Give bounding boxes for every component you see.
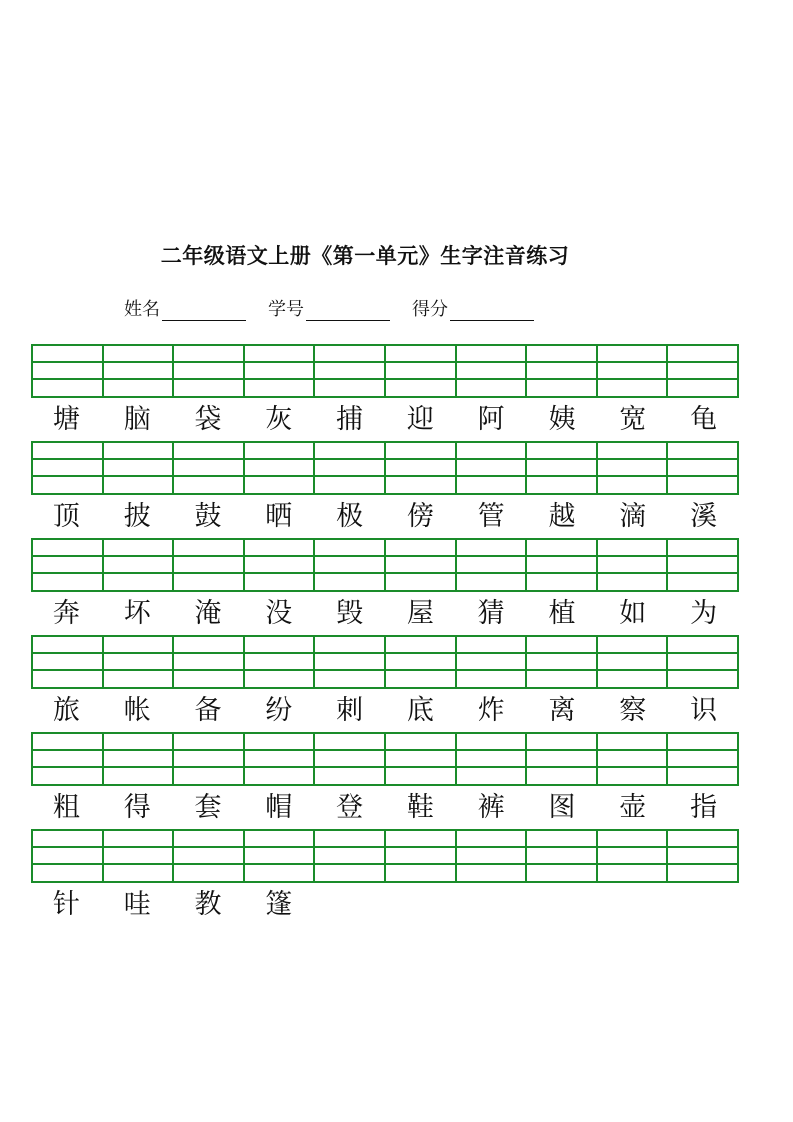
pinyin-cell[interactable] <box>243 540 314 590</box>
hanzi-character: 塘 <box>52 404 80 435</box>
pinyin-cell[interactable] <box>455 346 526 396</box>
hanzi-character: 帐 <box>123 695 151 726</box>
hanzi-character: 淹 <box>194 598 222 629</box>
pinyin-cell[interactable] <box>666 734 737 784</box>
hanzi-character: 捕 <box>336 404 364 435</box>
hanzi-character: 傍 <box>406 501 434 532</box>
pinyin-cell[interactable] <box>455 443 526 493</box>
hanzi-character: 坏 <box>123 598 151 629</box>
character-row <box>31 596 739 632</box>
pinyin-cell[interactable] <box>596 831 667 881</box>
pinyin-cell[interactable] <box>102 346 173 396</box>
hanzi-character: 植 <box>548 598 576 629</box>
pinyin-cell[interactable] <box>666 443 737 493</box>
pinyin-cell[interactable] <box>102 831 173 881</box>
character-row <box>31 693 739 729</box>
hanzi-character: 屋 <box>406 598 434 629</box>
pinyin-cell[interactable] <box>455 637 526 687</box>
student-number-field <box>268 295 390 321</box>
hanzi-character: 滴 <box>619 501 647 532</box>
pinyin-cell[interactable] <box>666 346 737 396</box>
hanzi-character: 没 <box>265 598 293 629</box>
hanzi-character: 晒 <box>265 501 293 532</box>
pinyin-cell[interactable] <box>384 346 455 396</box>
pinyin-cell[interactable] <box>172 443 243 493</box>
hanzi-character: 套 <box>194 792 222 823</box>
hanzi-character: 顶 <box>52 501 80 532</box>
hanzi-character: 纷 <box>265 695 293 726</box>
pinyin-grid-row <box>31 635 739 689</box>
hanzi-character: 针 <box>52 889 80 920</box>
hanzi-character: 灰 <box>265 404 293 435</box>
pinyin-cell[interactable] <box>666 831 737 881</box>
hanzi-character: 壶 <box>619 792 647 823</box>
pinyin-cell[interactable] <box>596 734 667 784</box>
score-blank[interactable] <box>450 300 534 321</box>
hanzi-character: 姨 <box>548 404 576 435</box>
pinyin-cell[interactable] <box>313 637 384 687</box>
hanzi-character: 备 <box>194 695 222 726</box>
hanzi-character: 脑 <box>123 404 151 435</box>
name-blank[interactable] <box>162 300 246 321</box>
hanzi-character: 指 <box>690 792 718 823</box>
hanzi-character: 篷 <box>265 889 293 920</box>
pinyin-cell[interactable] <box>525 346 596 396</box>
pinyin-cell[interactable] <box>313 443 384 493</box>
pinyin-cell[interactable] <box>384 831 455 881</box>
character-row <box>31 790 739 826</box>
pinyin-cell[interactable] <box>455 831 526 881</box>
score-label: 得分 <box>412 299 448 320</box>
pinyin-cell[interactable] <box>102 443 173 493</box>
pinyin-cell[interactable] <box>172 734 243 784</box>
pinyin-cell[interactable] <box>313 831 384 881</box>
pinyin-cell[interactable] <box>33 443 102 493</box>
pinyin-cell[interactable] <box>172 637 243 687</box>
hanzi-character: 鼓 <box>194 501 222 532</box>
character-row <box>31 887 739 923</box>
pinyin-cell[interactable] <box>243 637 314 687</box>
hanzi-character: 底 <box>406 695 434 726</box>
hanzi-character: 察 <box>619 695 647 726</box>
score-field <box>412 295 534 321</box>
pinyin-cell[interactable] <box>384 637 455 687</box>
pinyin-cell[interactable] <box>596 637 667 687</box>
hanzi-character: 奔 <box>52 598 80 629</box>
student-info <box>124 295 556 321</box>
hanzi-character: 毁 <box>336 598 364 629</box>
pinyin-cell[interactable] <box>243 346 314 396</box>
student-number-label: 学号 <box>268 299 304 320</box>
name-label: 姓名 <box>124 299 160 320</box>
hanzi-character: 迎 <box>406 404 434 435</box>
pinyin-cell[interactable] <box>525 637 596 687</box>
pinyin-cell[interactable] <box>172 540 243 590</box>
hanzi-character: 披 <box>123 501 151 532</box>
pinyin-cell[interactable] <box>243 443 314 493</box>
pinyin-cell[interactable] <box>525 443 596 493</box>
pinyin-cell[interactable] <box>313 734 384 784</box>
pinyin-cell[interactable] <box>33 831 102 881</box>
hanzi-character: 鞋 <box>406 792 434 823</box>
hanzi-character: 帽 <box>265 792 293 823</box>
pinyin-cell[interactable] <box>33 734 102 784</box>
hanzi-character: 越 <box>548 501 576 532</box>
pinyin-cell[interactable] <box>172 831 243 881</box>
pinyin-cell[interactable] <box>455 734 526 784</box>
student-number-blank[interactable] <box>306 300 390 321</box>
pinyin-cell[interactable] <box>384 443 455 493</box>
hanzi-character: 龟 <box>690 404 718 435</box>
pinyin-cell[interactable] <box>596 540 667 590</box>
pinyin-cell[interactable] <box>384 540 455 590</box>
pinyin-cell[interactable] <box>33 346 102 396</box>
pinyin-cell[interactable] <box>384 734 455 784</box>
pinyin-cell[interactable] <box>666 540 737 590</box>
hanzi-character: 粗 <box>52 792 80 823</box>
hanzi-character: 登 <box>336 792 364 823</box>
hanzi-character: 炸 <box>477 695 505 726</box>
hanzi-character: 哇 <box>123 889 151 920</box>
pinyin-grid-row <box>31 732 739 786</box>
character-row <box>31 402 739 438</box>
pinyin-cell[interactable] <box>243 831 314 881</box>
pinyin-cell[interactable] <box>313 346 384 396</box>
hanzi-character: 刺 <box>336 695 364 726</box>
pinyin-cell[interactable] <box>313 540 384 590</box>
pinyin-cell[interactable] <box>455 540 526 590</box>
hanzi-character: 图 <box>548 792 576 823</box>
hanzi-character: 离 <box>548 695 576 726</box>
pinyin-grid-row <box>31 538 739 592</box>
hanzi-character: 为 <box>690 598 718 629</box>
hanzi-character: 袋 <box>194 404 222 435</box>
pinyin-grid-row <box>31 829 739 883</box>
hanzi-character: 宽 <box>619 404 647 435</box>
pinyin-grid-row <box>31 441 739 495</box>
hanzi-character: 旅 <box>52 695 80 726</box>
pinyin-cell[interactable] <box>525 831 596 881</box>
pinyin-cell[interactable] <box>596 346 667 396</box>
hanzi-character: 得 <box>123 792 151 823</box>
character-row <box>31 499 739 535</box>
pinyin-cell[interactable] <box>33 540 102 590</box>
pinyin-cell[interactable] <box>102 734 173 784</box>
pinyin-cell[interactable] <box>102 637 173 687</box>
hanzi-character: 极 <box>336 501 364 532</box>
hanzi-character: 识 <box>690 695 718 726</box>
pinyin-cell[interactable] <box>243 734 314 784</box>
hanzi-character: 猜 <box>477 598 505 629</box>
hanzi-character: 裤 <box>477 792 505 823</box>
pinyin-cell[interactable] <box>33 637 102 687</box>
pinyin-cell[interactable] <box>525 540 596 590</box>
pinyin-cell[interactable] <box>596 443 667 493</box>
name-field <box>124 295 246 321</box>
hanzi-character: 管 <box>477 501 505 532</box>
hanzi-character: 阿 <box>477 404 505 435</box>
pinyin-cell[interactable] <box>666 637 737 687</box>
hanzi-character: 溪 <box>690 501 718 532</box>
hanzi-character: 如 <box>619 598 647 629</box>
pinyin-grid-row <box>31 344 739 398</box>
hanzi-character: 教 <box>194 889 222 920</box>
pinyin-cell[interactable] <box>102 540 173 590</box>
page-title: 二年级语文上册《第一单元》生字注音练习 <box>160 244 570 268</box>
pinyin-cell[interactable] <box>172 346 243 396</box>
pinyin-cell[interactable] <box>525 734 596 784</box>
